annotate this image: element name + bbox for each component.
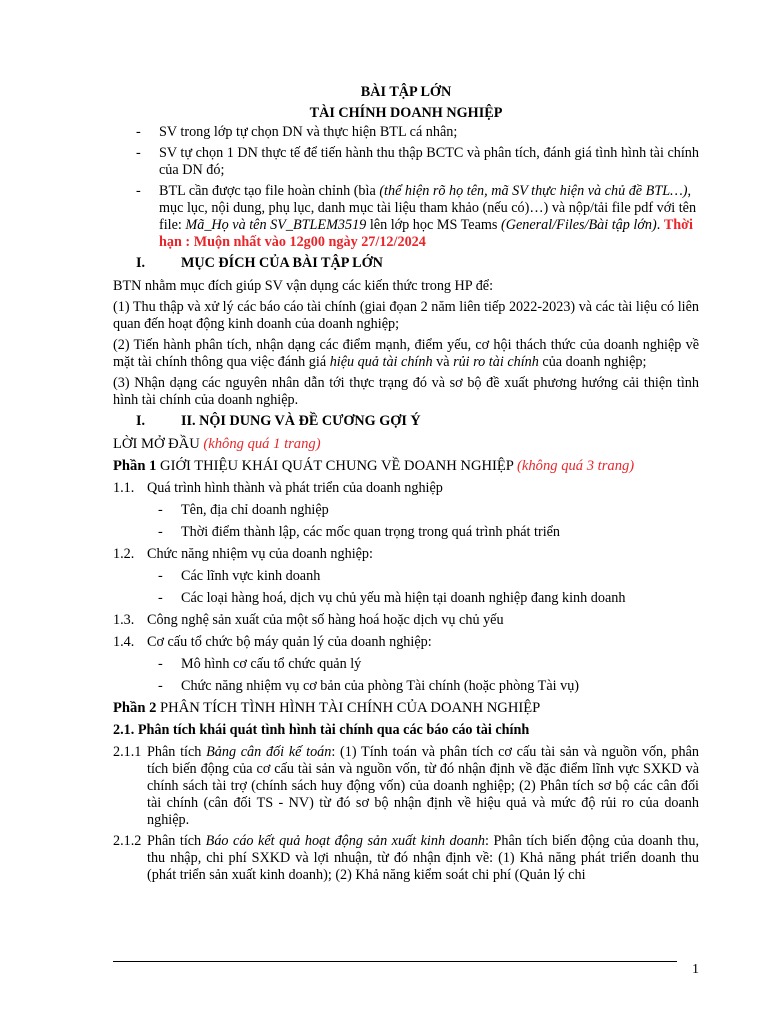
intro-heading: LỜI MỞ ĐẦU (không quá 1 trang) [113,436,321,452]
part1-heading: Phần 1 GIỚI THIỆU KHÁI QUÁT CHUNG VỀ DOANH NGHIỆP (không quá 3 trang) [113,458,635,474]
instruction-list [113,124,699,251]
item-2-1-1: 2.1.1 Phân tích Bảng cân đối kế toán: (1) Tính toán và phân tích cơ cấu tài sản và nguồn vốn, phân tích biến động của cơ cấu tài sản và nguồn vốn, từ đó nhận định về đặc điểm lĩnh vực SXKD và chính sách tài trợ (chính sách huy động vốn) của doanh nghiệp; (2) Phân tích sơ bộ các cân đối tài chính (cân đối TS - NV) từ đó sơ bộ nhận định về hiệu quả và mức độ rủi ro của doanh nghiệp. [113,744,699,828]
page-number: 1 [692,962,699,977]
instruction-item: - SV tự chọn 1 DN thực tế để tiến hành thu thập BCTC và phân tích, đánh giá tình hình tài chính của DN đó; [113,145,699,179]
item-1-1-sublist [113,502,699,541]
sub-item: - Các loại hàng hoá, dịch vụ chủ yếu mà hiện tại doanh nghiệp đang kinh doanh [113,590,699,607]
purpose-item-1: (1) Thu thập và xử lý các báo cáo tài chính (giai đọan 2 năm liên tiếp 2022-2023) và các tài liệu có liên quan đến hoạt động kinh doanh của doanh nghiệp; [113,299,699,332]
section-heading-purpose: I. MỤC ĐÍCH CỦA BÀI TẬP LỚN [136,255,383,271]
item-1-2-sublist [113,568,699,607]
doc-title-line2: TÀI CHÍNH DOANH NGHIỆP [309,105,503,121]
sub-item: - Mô hình cơ cấu tổ chức quản lý [113,656,699,673]
purpose-item-2: (2) Tiến hành phân tích, nhận dạng các điểm mạnh, điểm yếu, cơ hội thách thức của doanh nghiệp về mặt tài chính thông qua việc đánh giá hiệu quả tài chính và rủi ro tài chính của doanh nghiệp; [113,337,699,370]
item-1-4-sublist [113,656,699,695]
section-2-1-heading: 2.1. Phân tích khái quát tình hình tài chính qua các báo cáo tài chính [113,722,530,738]
sub-item: - Các lĩnh vực kinh doanh [113,568,699,585]
item-1-4: 1.4. Cơ cấu tổ chức bộ máy quản lý của doanh nghiệp: [113,634,432,650]
section-heading-content: I. II. NỘI DUNG VÀ ĐỀ CƯƠNG GỢI Ý [136,413,421,429]
document-body [113,84,699,888]
part2-heading: Phần 2 PHÂN TÍCH TÌNH HÌNH TÀI CHÍNH CỦA DOANH NGHIỆP [113,700,541,716]
item-1-3: 1.3. Công nghệ sản xuất của một số hàng hoá hoặc dịch vụ chủ yếu [113,612,504,628]
deadline-text: Thời hạn : Muộn nhất vào 12g00 ngày 27/12/2024 [159,217,693,250]
sub-item: - Thời điểm thành lập, các mốc quan trọng trong quá trình phát triển [113,524,699,541]
item-2-1-2: 2.1.2 Phân tích Báo cáo kết quả hoạt động sản xuất kinh doanh: Phân tích biến động của doanh thu, thu nhập, chi phí SXKD và lợi nhuận, từ đó nhận định về: (1) Khả năng phát triển doanh thu (phát triển sản xuất kinh doanh); (2) Khả năng kiểm soát chi phí (Quản lý chi [113,833,699,883]
purpose-intro: BTN nhằm mục đích giúp SV vận dụng các kiến thức trong HP để: [113,278,494,294]
item-1-2: 1.2. Chức năng nhiệm vụ của doanh nghiệp: [113,546,373,562]
sub-item: - Tên, địa chỉ doanh nghiệp [113,502,699,519]
purpose-item-3: (3) Nhận dạng các nguyên nhân dẫn tới thực trạng đó và sơ bộ đề xuất phương hướng cải thiện tình hình tài chính của doanh nghiệp. [113,375,699,408]
doc-title-line1: BÀI TẬP LỚN [360,84,452,100]
instruction-item: - SV trong lớp tự chọn DN và thực hiện BTL cá nhân; [113,124,699,141]
footer-divider [113,961,677,962]
sub-item: - Chức năng nhiệm vụ cơ bản của phòng Tài chính (hoặc phòng Tài vụ) [113,678,699,695]
instruction-item-submission: - BTL cần được tạo file hoàn chỉnh (bìa (thể hiện rõ họ tên, mã SV thực hiện và chủ đề BTL…), mục lục, nội dung, phụ lục, danh mục tài liệu tham khảo (nếu có)…) và nộp/tải file pdf với tên file: Mã_Họ và tên SV_BTLEM3519 lên lớp học MS Teams (General/Files/Bài tập lớn). Thời hạn : Muộn nhất vào 12g00 ngày 27/12/2024 [113,183,699,251]
item-1-1: 1.1. Quá trình hình thành và phát triển của doanh nghiệp [113,480,443,496]
